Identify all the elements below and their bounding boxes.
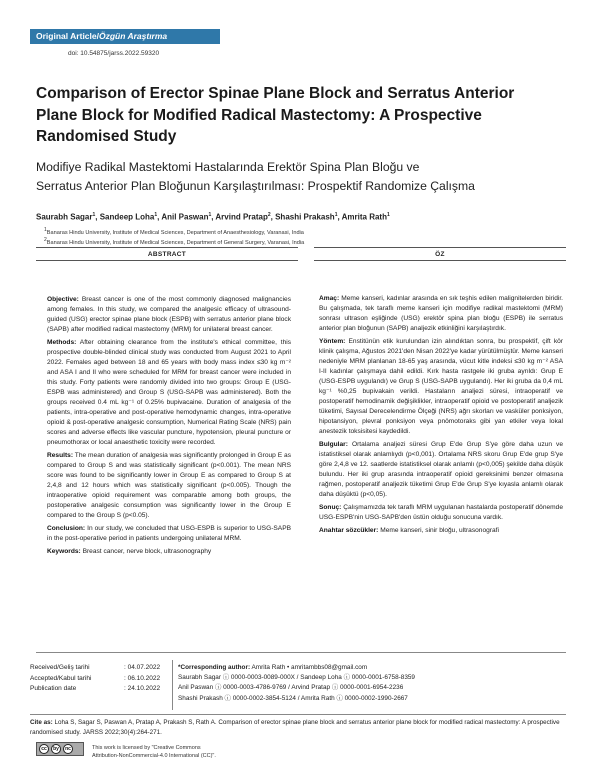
- license-text: This work is licensed by "Creative Commons Attribution-NonCommercial-4.0 International (CC)".: [92, 745, 216, 759]
- citation-divider: [30, 714, 566, 715]
- orcid-line[interactable]: Anil Paswan ⓘ 0000-0003-4786-9769 / Arvind Pratap ⓘ 0000-0001-6954-2236: [178, 684, 404, 692]
- oz-body: [319, 294, 563, 539]
- aff-sup: 1: [44, 227, 47, 233]
- affiliation-2: [44, 237, 304, 246]
- footer-divider: [36, 652, 566, 653]
- aff-text: Banaras Hindu University, Institute of Medical Sciences, Department of Anaesthesiology, Varanasi, India: [46, 229, 304, 236]
- article-dates: [30, 663, 160, 695]
- article-title-en: [36, 83, 536, 148]
- abstract-keywords: Keywords: Breast cancer, nerve block, ultrasonography: [47, 548, 212, 555]
- correspondence-block: [178, 663, 415, 704]
- author-sup: 1: [386, 212, 390, 218]
- badge-tr: Özgün Araştırma: [98, 31, 168, 41]
- date-row: Publication date : 24.10.2022: [30, 685, 161, 692]
- abstract-methods: Methods: After obtaining clearance from the institute's ethical committee, this prospective double-blinded clinical study was conducted from August 2021 to April 2022. Females aged between 18 and 65 years with body mass index ≤30 kg m⁻² and ASA I and II who were scheduled for MRM for breast cancer were included in this study. Forty patients were randomly divided into two groups: Group E (USG-ESPB was administered) and Group S (USG-SAPB was administered). Both the groups received 0.4 mL kg⁻¹ of 0.25% bupivacaine. Duration of analgesia of the patients, intra-operative and post-operative hemodynamic changes, intra-operative opioid & post-operative analgesic consumption, Numerical Rating Scale (NRS) pain scores and adverse effects like vascular puncture, hypotension, pleural puncture or pneumothorax or local anaesthetic toxicity were recorded.: [47, 339, 292, 446]
- oz-bulgular: Bulgular: Ortalama analjezi süresi Grup E'de Grup S'ye göre daha uzun ve istatistiksel olarak anlamlıydı (p<0,001). Ortalama NRS skoru Grup E'de grup S'ye göre 2,4,8 ve 12. saatlerde istatistiksel olarak anlamlı (p<0,005) şekilde daha düşük bulundu. Her iki grup arasında intraoperatif opioid gereksinimi benzer olmasına rağmen, postoperatif analjezik tüketimi Grup E'de Grup S'ye kıyasla anlamlı olarak daha düşüktü (p<0,05).: [319, 441, 563, 498]
- citation: Cite as: Loha S, Sagar S, Paswan A, Pratap A, Prakash S, Rath A. Comparison of erector spinae plane block and serratus anterior plane block for modified radical mastectomy: A prospective randomised study. JARSS 2022;30(4):264-271.: [30, 719, 560, 736]
- oz-heading: ÖZ: [314, 247, 566, 261]
- oz-anahtar: Anahtar sözcükler: Meme kanseri, sinir bloğu, ultrasonografi: [319, 527, 499, 534]
- footer-vertical-divider: [172, 660, 173, 710]
- title-en-line: Randomised Study: [36, 128, 177, 145]
- cc-license-icon[interactable]: [36, 742, 84, 756]
- abstract-heading: ABSTRACT: [36, 247, 298, 261]
- title-en-line: Comparison of Erector Spinae Plane Block and Serratus Anterior: [36, 85, 515, 102]
- author-name: Anil Paswan: [161, 212, 209, 222]
- corresponding-author: *Corresponding author: Amrita Rath • amritambbs08@gmail.com: [178, 664, 368, 671]
- aff-sup: 2: [44, 237, 47, 243]
- abstract-body: [47, 295, 291, 560]
- author-name: Sandeep Loha: [99, 212, 155, 222]
- title-en-line: Plane Block for Modified Radical Mastectomy: A Prospective: [36, 106, 482, 124]
- date-row: Received/Geliş tarihi : 04.07.2022: [30, 664, 161, 671]
- author-list: Saurabh Sagar$^1$, Sandeep Loha$^1$, Anil Paswan$^1$, Arvind Pratap$^2$, Shashi Prakash$^1$, Amrita Rath$^1$: [36, 212, 390, 222]
- badge-en: Original Article/: [36, 31, 99, 41]
- date-row: Accepted/Kabul tarihi : 06.10.2022: [30, 674, 161, 682]
- oz-sonuc: Sonuç: Çalışmamızda tek taraflı MRM uygulanan hastalarda postoperatif dönemde USG-ESPB'nin USG-SAPB'den üstün olduğu sonucuna vardık.: [319, 504, 563, 521]
- author-sup: 1: [92, 212, 96, 218]
- abstract-conclusion: Conclusion: In our study, we concluded that USG-ESPB is superior to USG-SAPB in the post-operative period in patients undergoing unilateral MRM.: [47, 525, 291, 542]
- author-name: Amrita Rath: [341, 212, 387, 222]
- article-type-badge: [30, 29, 220, 44]
- author-name: Saurabh Sagar: [36, 212, 93, 222]
- orcid-line[interactable]: Saurabh Sagar ⓘ 0000-0003-0089-000X / Sandeep Loha ⓘ 0000-0001-6758-8359: [178, 674, 415, 682]
- title-tr-line: Modifiye Radikal Mastektomi Hastalarında Erektör Spina Plan Bloğu ve: [36, 160, 420, 174]
- nc-mark: nc: [63, 744, 73, 754]
- author-sup: 1: [208, 212, 212, 218]
- cc-mark: cc: [39, 744, 49, 754]
- orcid-line[interactable]: Shashi Prakash ⓘ 0000-0002-3854-5124 / Amrita Rath ⓘ 0000-0002-1990-2667: [178, 694, 408, 702]
- affiliation-1: [44, 227, 304, 236]
- title-tr-line: Serratus Anterior Plan Bloğunun Karşılaştırılması: Prospektif Randomize Çalışma: [36, 179, 475, 193]
- by-mark: by: [51, 744, 61, 754]
- oz-yontem: Yöntem: Enstitünün etik kurulundan izin alındıktan sonra, bu prospektif, çift kör klinik çalışma, Ağustos 2021'den Nisan 2022'ye kadar yürütülmüştür. Meme kanseri nedeniyle MRM planlanan 18-65 yaş arasında, vücut kitle indeksi ≤30 kg m⁻² ASA I-II kadınlar çalışmaya dahil edildi. Kırk hasta rastgele iki gruba ayrıldı: Grup E (USG-ESPB uygulandı) ve Grup S (USG-SAPB uygulandı). Her iki gruba da 0,4 mL kg⁻¹ %0,25 bupivakain verildi. Hastaların analjezi süresi, intraoperatif ve postoperatif hemodinamik değişiklikler, intraoperatif opioid ve postoperatif analjezik tüketimi, Sayısal Derecelendirme Ölçeği (NRS) ağrı skorları ve vasküler ponksiyon, hipotansiyon, plevral ponksiyon veya pnömotoraks gibi yan etkiler veya lokal anestezik toksisitesi kaydedildi.: [319, 338, 564, 435]
- article-title-tr: [36, 158, 566, 196]
- aff-text: Banaras Hindu University, Institute of Medical Sciences, Department of General Surgery, Varanasi, India: [46, 239, 305, 246]
- author-name: Arvind Pratap: [215, 212, 268, 222]
- doi[interactable]: doi: 10.54875/jarss.2022.59320: [68, 50, 160, 57]
- author-sup: 1: [334, 212, 338, 218]
- abstract-objective: Objective: Breast cancer is one of the most commonly diagnosed malignancies among females. In this study, we compared the analgesic efficacy of ultrasound-guided (USG) erector spinae plane block (ESPB) with serratus anterior plane block (SAPB) after modified radical mastectomy (MRM) for unilateral breast cancer.: [47, 296, 291, 333]
- author-name: Shashi Prakash: [275, 212, 335, 222]
- abstract-results: Results: The mean duration of analgesia was significantly prolonged in Group E as compared to Group S and was statistically significant (p<0.001). The mean NRS score was found to be significantly lower in Group E as compared to Group S at 2,4,8 and 12 hours which was statistically significant (p<0.005). Though the intraoperative opioid requirement was comparable among both groups, the postoperative analgesic consumption was significantly lower in the Group E compared to the Group S (p<0.05).: [47, 452, 291, 519]
- author-sup: 2: [267, 212, 271, 218]
- oz-amac: Amaç: Meme kanseri, kadınlar arasında en sık teşhis edilen malignitelerden biridir. Bu çalışmada, tek taraflı meme kanseri için modifiye radikal mastektomi (MRM) sonrası ultrason eşliğinde (USG) erektör spina plan bloğu (ESPB) ile serratus anterior plan bloğunun (SAPB) analjezik etkinliğini karşılaştırdık.: [319, 295, 563, 332]
- author-sup: 1: [154, 212, 158, 218]
